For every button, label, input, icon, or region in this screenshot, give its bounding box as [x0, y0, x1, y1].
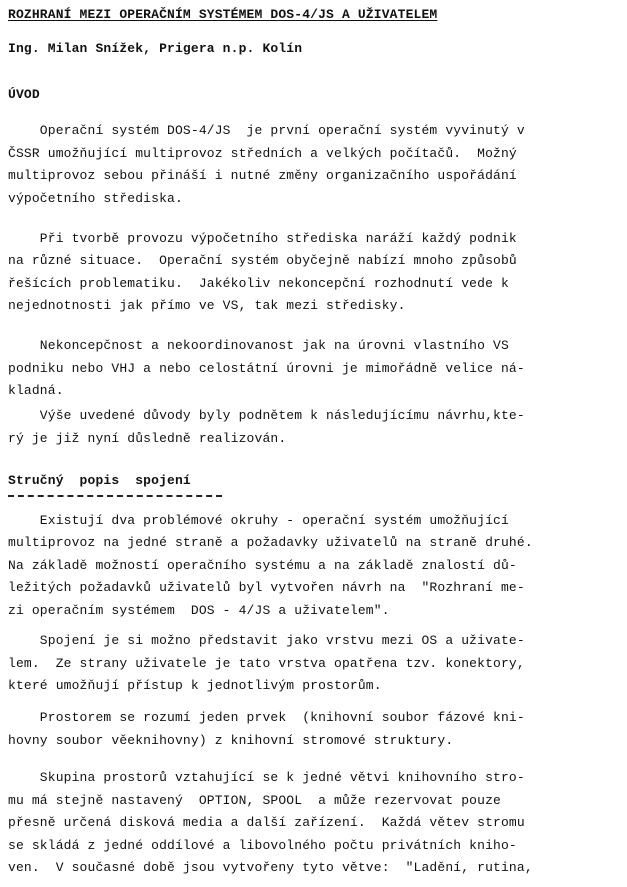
text-line: ležitých požadavků uživatelů byl vytvořen návrh na "Rozhraní me-: [8, 580, 525, 595]
text-line: Při tvorbě provozu výpočetního střediska naráží každý podnik: [8, 231, 517, 246]
text-line: multiprovoz na jedné straně a požadavky uživatelů na straně druhé.: [8, 535, 533, 550]
document-title: ROZHRANÍ MEZI OPERAČNÍM SYSTÉMEM DOS-4/JS A UŽIVATELEM: [8, 7, 438, 22]
text-line: multiprovoz sebou přináší i nutné změny organizačního uspořádání: [8, 168, 517, 183]
section-heading-strucny-popis: Stručný popis spojení: [8, 473, 191, 488]
text-line: Skupina prostorů vztahující se k jedné větvi knihovního stro-: [8, 770, 525, 785]
text-line: ČSSR umožňující multiprovoz středních a velkých počítačů. Možný: [8, 146, 517, 161]
text-line: Existují dva problémové okruhy - operační systém umožňující: [8, 513, 509, 528]
text-line: výpočetního střediska.: [8, 191, 183, 206]
text-line: nejednotnosti jak přímo ve VS, tak mezi středisky.: [8, 298, 406, 313]
document-author: Ing. Milan Snížek, Prigera n.p. Kolín: [8, 41, 303, 56]
text-line: kladná.: [8, 383, 64, 398]
text-line: Na základě možností operačního systému a na základě znalostí dů-: [8, 558, 517, 573]
text-line: Výše uvedené důvody byly podnětem k následujícímu návrhu,kte-: [8, 408, 525, 423]
text-line: Operační systém DOS-4/JS je první operační systém vyvinutý v: [8, 123, 525, 138]
heading-underline-rule: [8, 495, 222, 497]
text-line: Spojení je si možno představit jako vrstvu mezi OS a uživate-: [8, 633, 525, 648]
section-heading-uvod: ÚVOD: [8, 87, 40, 102]
text-line: hovny soubor věeknihovny) z knihovní stromové struktury.: [8, 733, 454, 748]
text-line: na různé situace. Operační systém obyčejně nabízí mnoho způsobů: [8, 253, 517, 268]
text-line: podniku nebo VHJ a nebo celostátní úrovni je mimořádně velice ná-: [8, 361, 525, 376]
text-line: které umožňují přístup k jednotlivým prostorům.: [8, 678, 382, 693]
text-line: přesně určená disková media a další zařízení. Každá větev stromu: [8, 815, 525, 830]
text-line: ven. V současné době jsou vytvořeny tyto větve: "Ladění, rutina,: [8, 860, 533, 875]
text-line: Prostorem se rozumí jeden prvek (knihovní soubor fázové kni-: [8, 710, 525, 725]
text-line: mu má stejně nastavený OPTION, SPOOL a může rezervovat pouze: [8, 793, 501, 808]
text-line: řešících problematiku. Jakékoliv nekoncepční rozhodnutí vede k: [8, 276, 509, 291]
text-line: lem. Ze strany uživatele je tato vrstva opatřena tzv. konektory,: [8, 656, 525, 671]
text-line: Nekoncepčnost a nekoordinovanost jak na úrovni vlastního VS: [8, 338, 509, 353]
text-line: se skládá z jedné oddílové a libovolného počtu privátních kniho-: [8, 838, 517, 853]
text-line: zi operačním systémem DOS - 4/JS a uživatelem".: [8, 603, 390, 618]
text-line: rý je již nyní důsledně realizován.: [8, 431, 287, 446]
